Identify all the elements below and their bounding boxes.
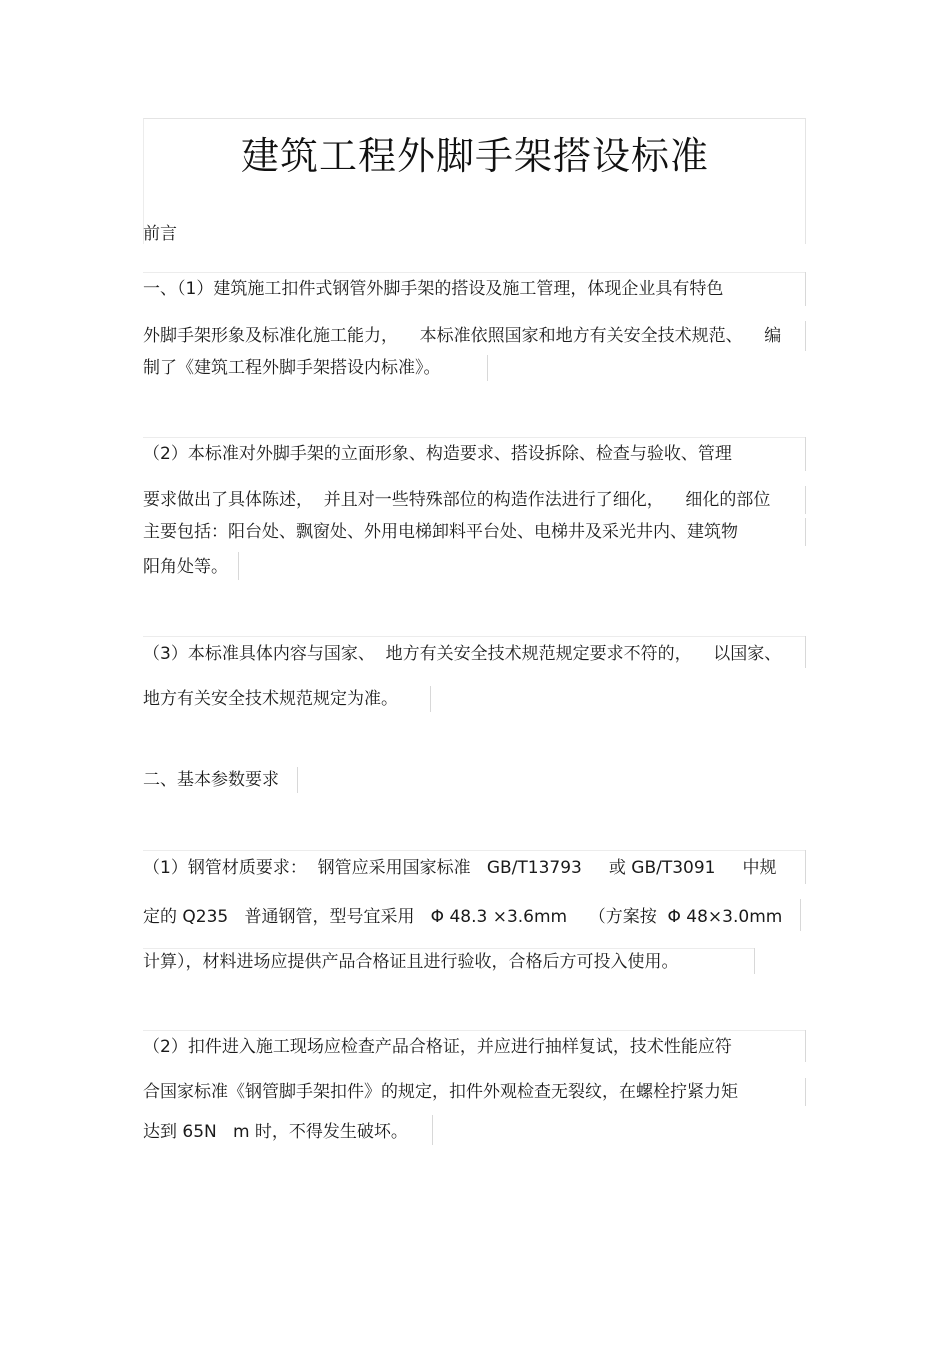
preface-heading: 前言	[143, 224, 177, 244]
table-rule	[432, 1115, 433, 1145]
table-rule	[805, 1030, 806, 1062]
sec1-p3-line1: （3）本标准具体内容与国家、 地方有关安全技术规范规定要求不符的， 以国家、	[143, 644, 782, 664]
table-rule	[805, 486, 806, 514]
sec1-p3-line2: 地方有关安全技术规范规定为准。	[143, 689, 398, 709]
table-rule	[143, 272, 806, 273]
sec1-p2-line4: 阳角处等。	[143, 557, 228, 577]
table-rule	[143, 437, 806, 438]
sec1-p2-line2: 要求做出了具体陈述， 并且对一些特殊部位的构造作法进行了细化， 细化的部位	[143, 490, 771, 510]
sec2-p1-line2: 定的 Q235 普通钢管，型号宜采用 Φ 48.3 ×3.6mm （方案按 Φ 48×3.0mm	[143, 907, 783, 927]
table-rule	[805, 518, 806, 546]
table-rule	[143, 636, 806, 637]
table-rule	[805, 1078, 806, 1106]
sec1-p2-line3: 主要包括：阳台处、飘窗处、外用电梯卸料平台处、电梯井及采光井内、建筑物	[143, 522, 738, 542]
table-rule	[297, 767, 298, 793]
sec2-p2-line3: 达到 65N m 时，不得发生破坏。	[143, 1122, 408, 1142]
sec2-heading: 二、基本参数要求	[143, 770, 279, 790]
sec1-p2-line1: （2）本标准对外脚手架的立面形象、构造要求、搭设拆除、检查与验收、管理	[143, 444, 732, 464]
table-rule	[143, 850, 806, 851]
sec1-p1-line3: 制了《建筑工程外脚手架搭设内标准》。	[143, 358, 441, 378]
sec2-p1-line1: （1）钢管材质要求： 钢管应采用国家标准 GB/T13793 或 GB/T3091 中规	[143, 858, 777, 878]
sec2-p1-line3: 计算），材料进场应提供产品合格证且进行验收，合格后方可投入使用。	[143, 952, 679, 972]
table-rule	[143, 948, 755, 949]
table-rule	[805, 437, 806, 471]
table-rule	[430, 686, 431, 712]
table-rule	[805, 636, 806, 668]
table-rule	[238, 552, 239, 580]
table-rule	[800, 899, 801, 931]
table-rule	[487, 355, 488, 381]
table-rule	[754, 948, 755, 974]
document-title: 建筑工程外脚手架搭设标准	[240, 134, 709, 178]
sec1-p1-line1: 一、（1）建筑施工扣件式钢管外脚手架的搭设及施工管理，体现企业具有特色	[143, 279, 724, 299]
table-rule	[805, 321, 806, 351]
table-rule	[805, 850, 806, 884]
sec2-p2-line2: 合国家标准《钢管脚手架扣件》的规定，扣件外观检查无裂纹，在螺栓拧紧力矩	[143, 1082, 738, 1102]
table-rule	[805, 272, 806, 306]
sec1-p1-line2: 外脚手架形象及标准化施工能力， 本标准依照国家和地方有关安全技术规范、 编	[143, 326, 782, 346]
table-rule	[143, 1030, 806, 1031]
sec2-p2-line1: （2）扣件进入施工现场应检查产品合格证，并应进行抽样复试，技术性能应符	[143, 1037, 732, 1057]
